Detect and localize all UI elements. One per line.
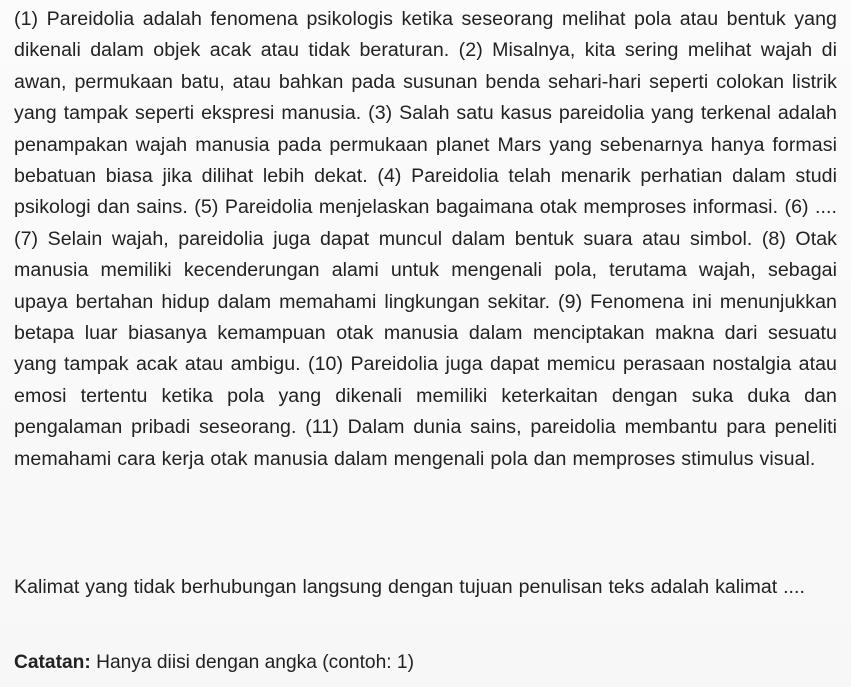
answer-note	[14, 650, 414, 676]
question-text: Kalimat yang tidak berhubungan langsung dengan tujuan penulisan teks adalah kalimat ....	[14, 576, 805, 598]
note-text: Hanya diisi dengan angka (contoh: 1)	[90, 652, 414, 673]
passage-text: (1) Pareidolia adalah fenomena psikologis ketika seseorang melihat pola atau bentuk yang dikenali dalam objek acak atau tidak beraturan. (2) Misalnya, kita sering melihat wajah di awan, permukaan batu, atau bahkan pada susunan benda sehari-hari seperti colokan listrik yang tampak seperti ekspresi manusia. (3) Salah satu kasus pareidolia yang terkenal adalah penampakan wajah manusia pada permukaan planet Mars yang sebenarnya hanya formasi bebatuan biasa jika dilihat lebih dekat. (4) Pareidolia telah menarik perhatian dalam studi psikologi dan sains. (5) Pareidolia menjelaskan bagaimana otak memproses informasi. (6) .... (7) Selain wajah, pareidolia juga dapat muncul dalam bentuk suara atau simbol. (8) Otak manusia memiliki kecenderungan alami untuk mengenali pola, terutama wajah, sebagai upaya bertahan hidup dalam memahami lingkungan sekitar. (9) Fenomena ini menunjukkan betapa luar biasanya kemampuan otak manusia dalam menciptakan makna dari sesuatu yang tampak acak atau ambigu. (10) Pareidolia juga dapat memicu perasaan nostalgia atau emosi tertentu ketika pola yang dikenali memiliki keterkaitan dengan suka duka dan pengalaman pribadi seseorang. (11) Dalam dunia sains, pareidolia membantu para peneliti memahami cara kerja otak manusia dalam mengenali pola dan memproses stimulus visual.	[14, 8, 837, 470]
note-label: Catatan:	[14, 652, 91, 673]
